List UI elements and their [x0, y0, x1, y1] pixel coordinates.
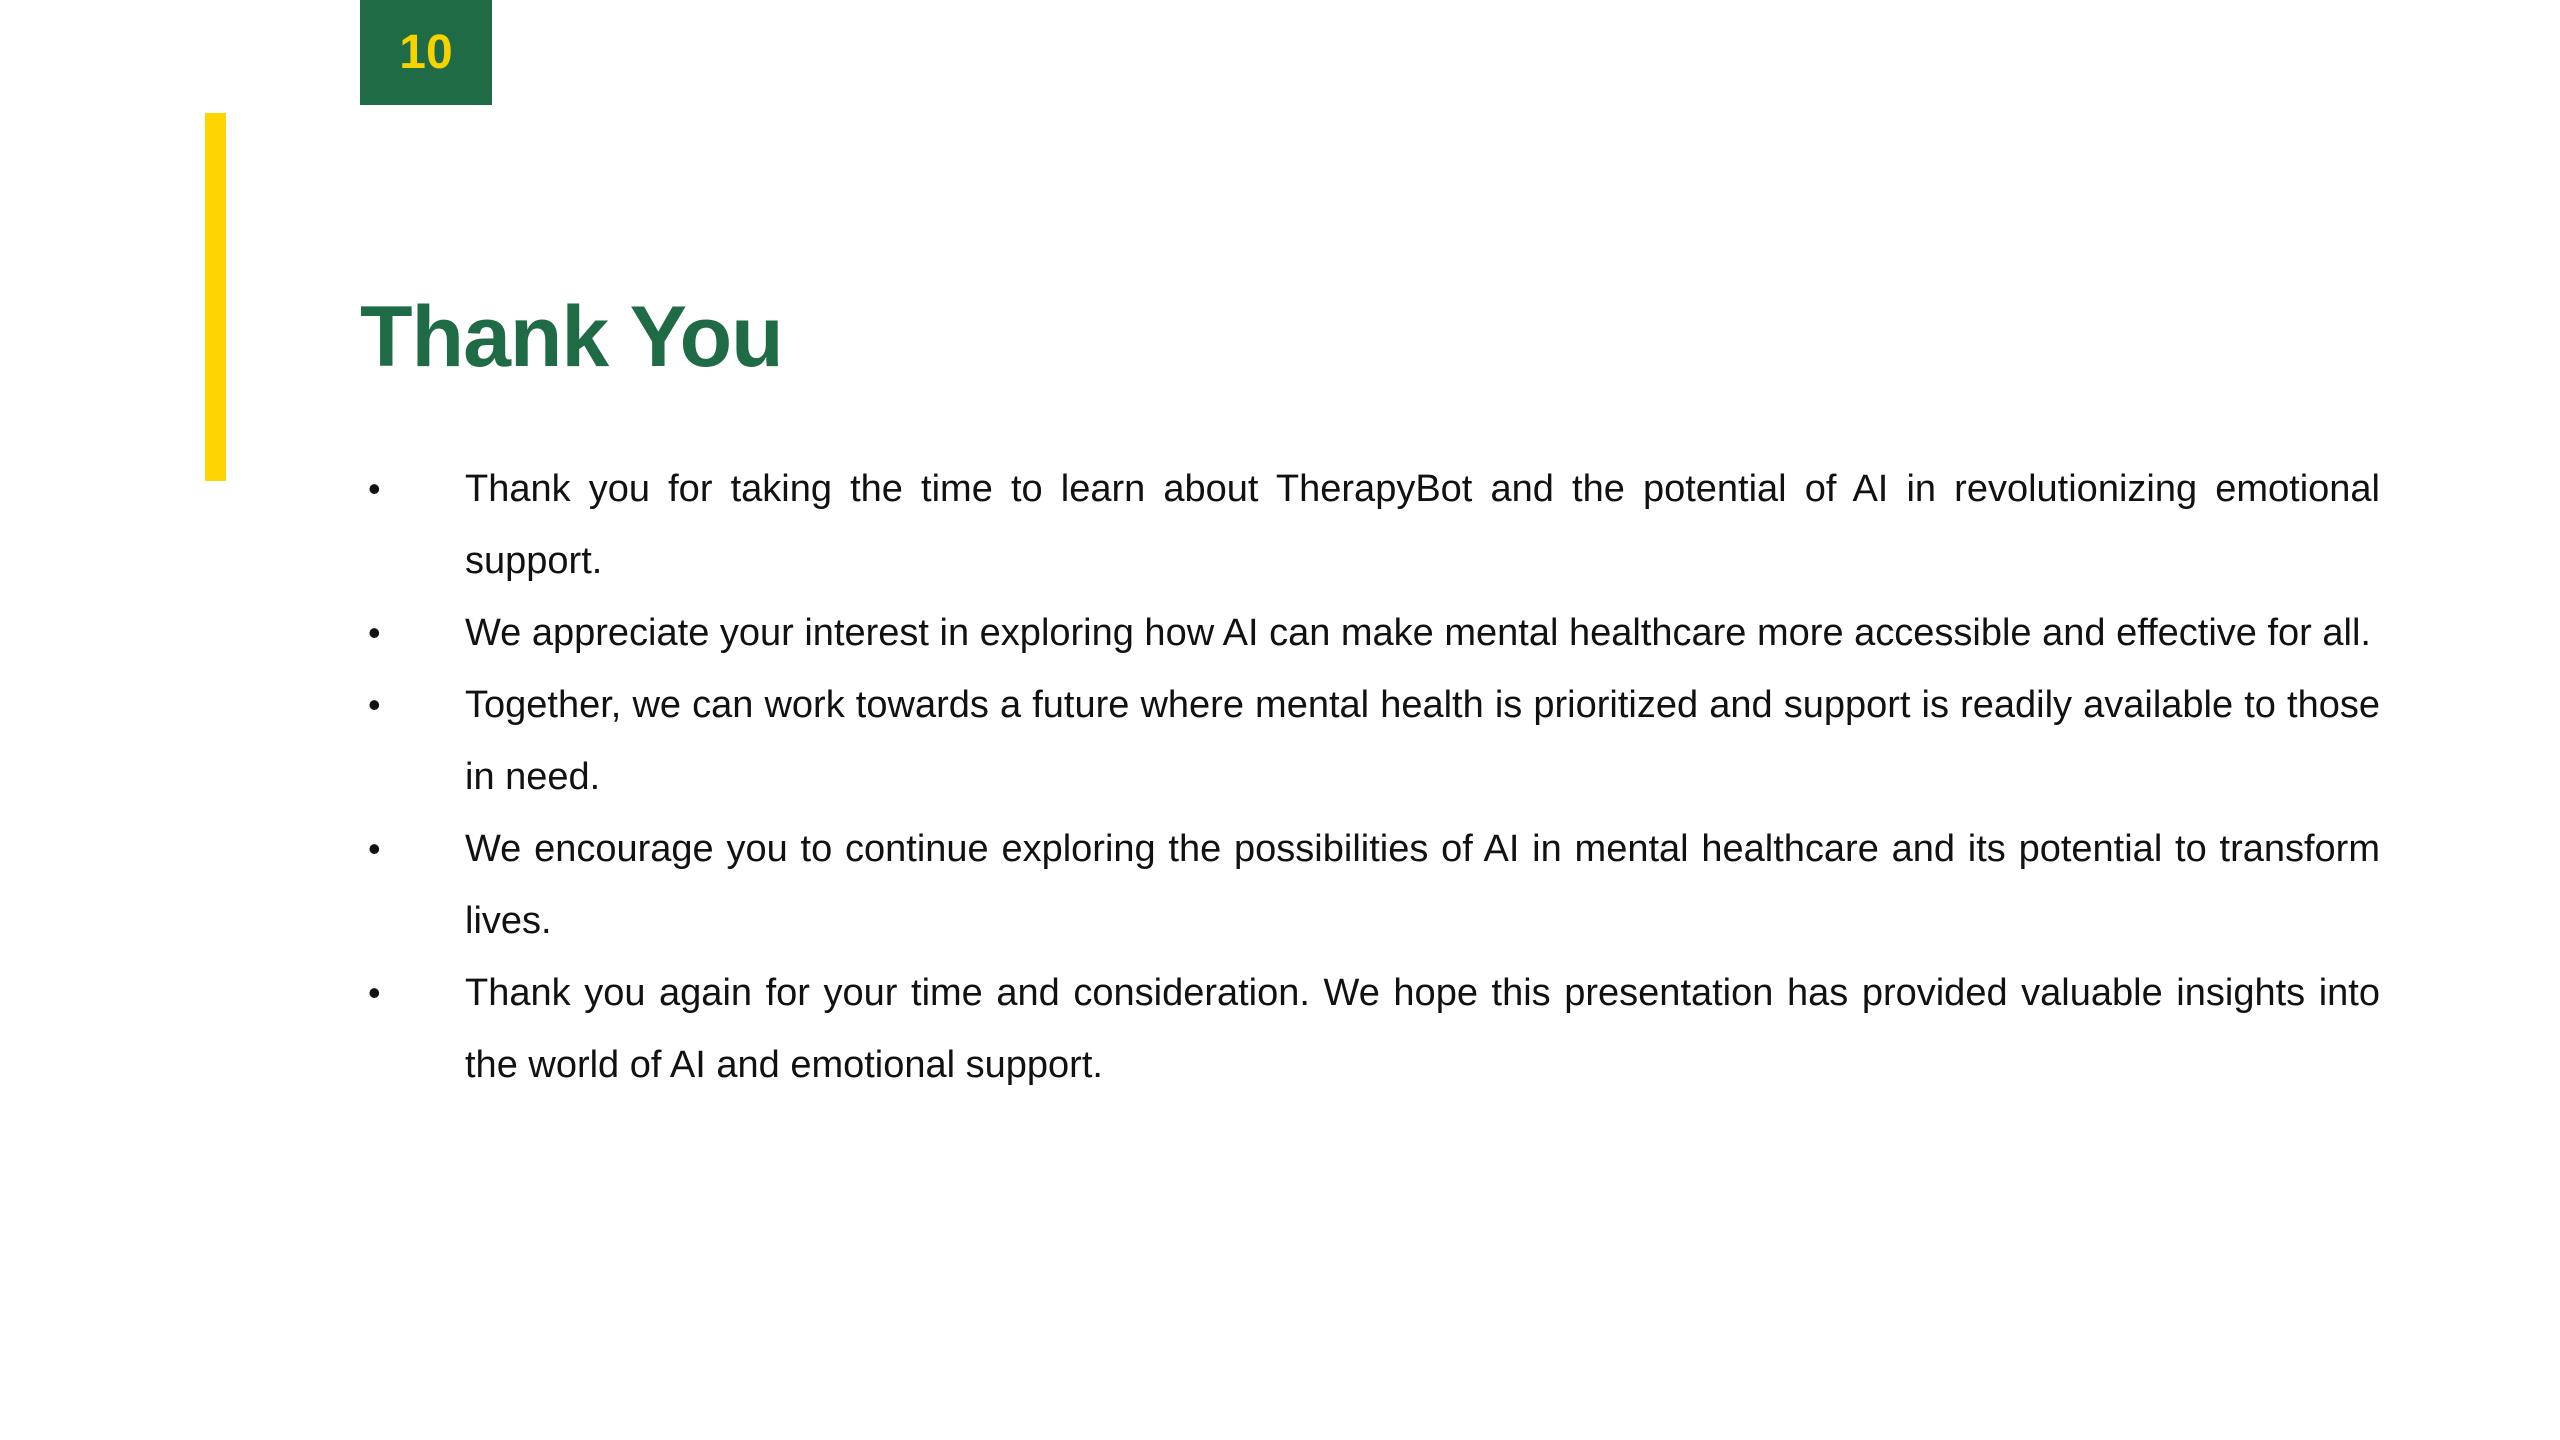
bullet-dot-icon: •: [368, 972, 381, 1013]
bullet-item: [360, 597, 2380, 669]
bullet-item: [360, 813, 2380, 957]
accent-bar: [205, 113, 226, 481]
bullet-dot-icon: •: [368, 828, 381, 869]
bullet-dot-icon: •: [368, 612, 381, 653]
bullet-list: [360, 453, 2380, 1101]
bullet-dot-icon: •: [368, 468, 381, 509]
bullet-item: [360, 957, 2380, 1101]
bullet-text: We encourage you to continue exploring the possibilities of AI in mental healthcare and its potential to transform lives.: [465, 828, 2380, 942]
bullet-text: Together, we can work towards a future where mental health is prioritized and support is readily available to those in need.: [465, 684, 2380, 798]
bullet-item: [360, 669, 2380, 813]
bullet-dot-icon: •: [368, 684, 381, 725]
bullet-item: [360, 453, 2380, 597]
bullet-text: Thank you again for your time and consideration. We hope this presentation has provided valuable insights into the world of AI and emotional support.: [465, 972, 2380, 1086]
page-number: 10: [399, 26, 453, 79]
page-number-badge: [360, 0, 492, 105]
bullet-text: Thank you for taking the time to learn about TherapyBot and the potential of AI in revolutionizing emotional support.: [465, 468, 2380, 582]
slide-title: Thank You: [360, 289, 783, 385]
bullet-text: We appreciate your interest in exploring how AI can make mental healthcare more accessible and effective for all.: [465, 612, 2371, 654]
